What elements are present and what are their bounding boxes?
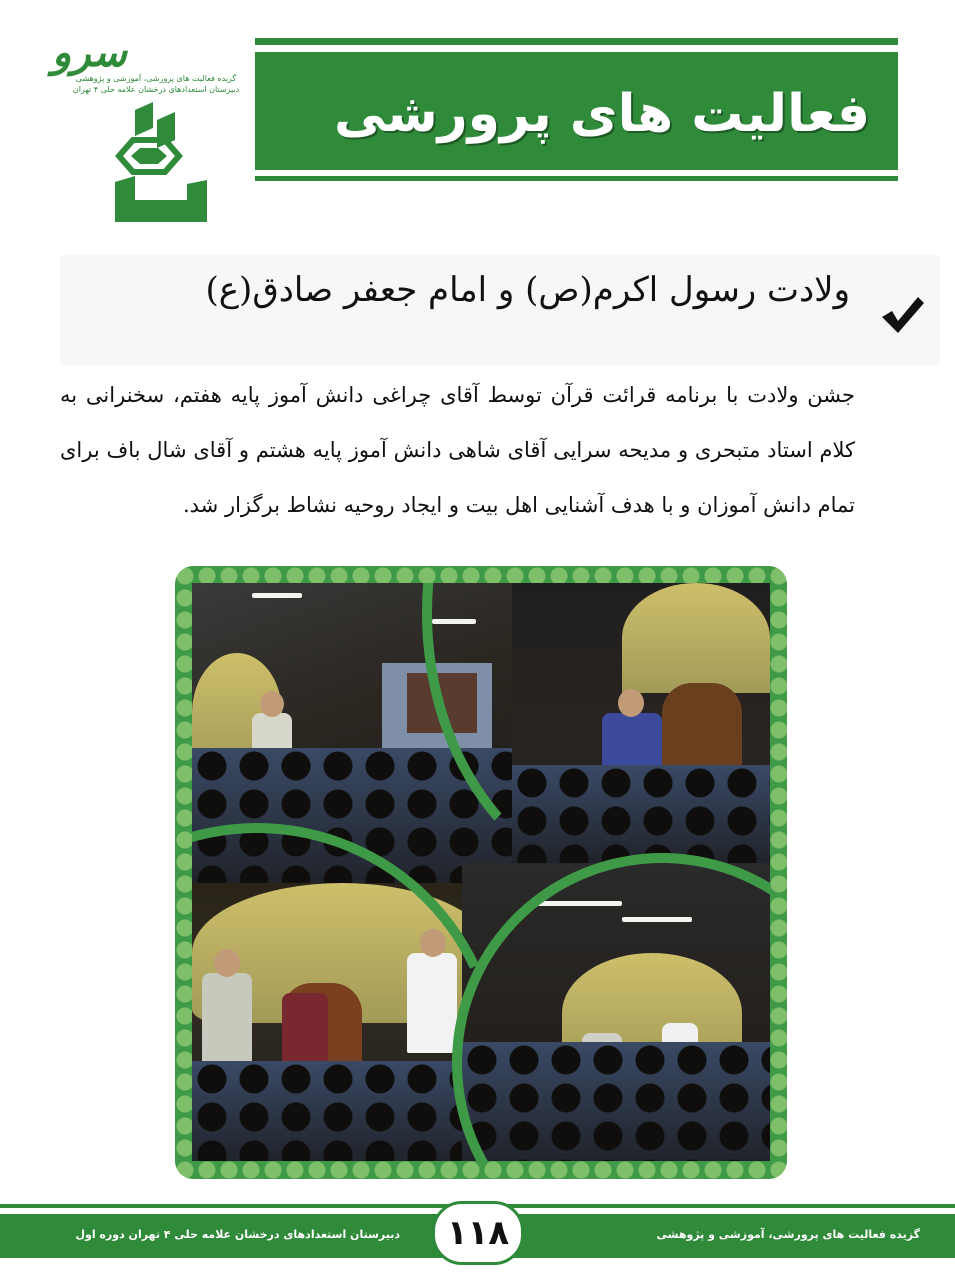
check-icon [880,295,924,335]
article-body: جشن ولادت با برنامه قرائت قرآن توسط آقای چراغی دانش آموز پایه هفتم، سخنرانی به کلام استاد متبحری و مدیحه سرایی آقای شاهی دانش آموز پایه هشتم و آقای شال باف برای تمام دانش آموزان و با هدف آشنایی اهل بیت و ایجاد روحیه نشاط برگزار شد. [60,383,855,517]
brand-name: سرو [52,30,127,76]
page-title: فعالیت های پرورشی [333,84,870,144]
photo-collage [192,583,770,1161]
brand-subtitle-school: دبیرستان استعدادهای درخشان علامه حلی ۴ تهران [72,85,240,94]
footer-publication-title: گزیده فعالیت های پرورشی، آموزشی و پژوهشی [656,1228,920,1241]
brand-subtitle: گزیده فعالیت های پرورشی، آموزشی و پژوهشی [75,74,237,83]
page-number: ۱۱۸ [432,1201,524,1265]
footer-school-name: دبیرستان استعدادهای درخشان علامه حلی ۴ تهران دوره اول [75,1228,400,1241]
article-heading: ولادت رسول اکرم(ص) و امام جعفر صادق(ع) [205,270,850,310]
sarv-logo-icon [95,100,215,225]
